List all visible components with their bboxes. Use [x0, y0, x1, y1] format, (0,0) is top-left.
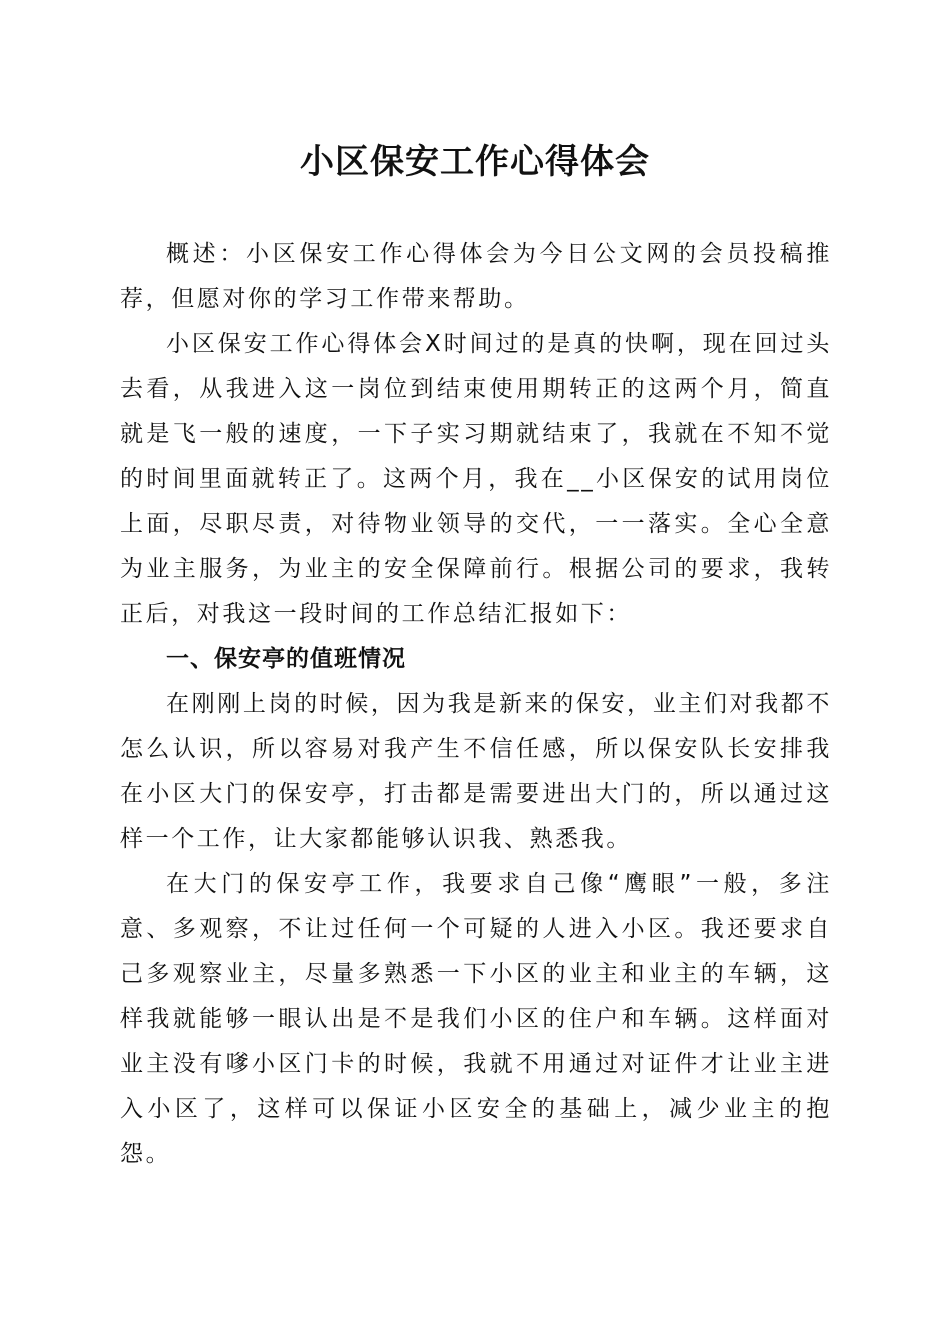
summary-paragraph: 概述：小区保安工作心得体会为今日公文网的会员投稿推荐，但愿对你的学习工作带来帮助。	[120, 241, 832, 312]
document-body	[120, 232, 832, 1177]
section-heading: 一、保安亭的值班情况	[166, 646, 406, 672]
document-title: 小区保安工作心得体会	[300, 142, 650, 182]
section-paragraph: 在刚刚上岗的时候，因为我是新来的保安，业主们对我都不怎么认识，所以容易对我产生不信任感，所以保安队长安排我在小区大门的保安亭，打击都是需要进出大门的，所以通过这样一个工作，让大家都能够认识我、熟悉我。	[120, 691, 832, 852]
intro-paragraph: 小区保安工作心得体会X时间过的是真的快啊，现在回过头去看，从我进入这一岗位到结束使用期转正的这两个月，简直就是飞一般的速度，一下子实习期就结束了，我就在不知不觉的时间里面就转正了。这两个月，我在__小区保安的试用岗位上面，尽职尽责，对待物业领导的交代，一一落实。全心全意为业主服务，为业主的安全保障前行。根据公司的要求，我转正后，对我这一段时间的工作总结汇报如下：	[120, 331, 832, 627]
section-paragraph: 在大门的保安亭工作，我要求自己像“鹰眼”一般，多注意、多观察，不让过任何一个可疑的人进入小区。我还要求自己多观察业主，尽量多熟悉一下小区的业主和业主的车辆，这样我就能够一眼认出是不是我们小区的住户和车辆。这样面对业主没有嗲小区门卡的时候，我就不用通过对证件才让业主进入小区了，这样可以保证小区安全的基础上，减少业主的抱怨。	[120, 871, 832, 1167]
